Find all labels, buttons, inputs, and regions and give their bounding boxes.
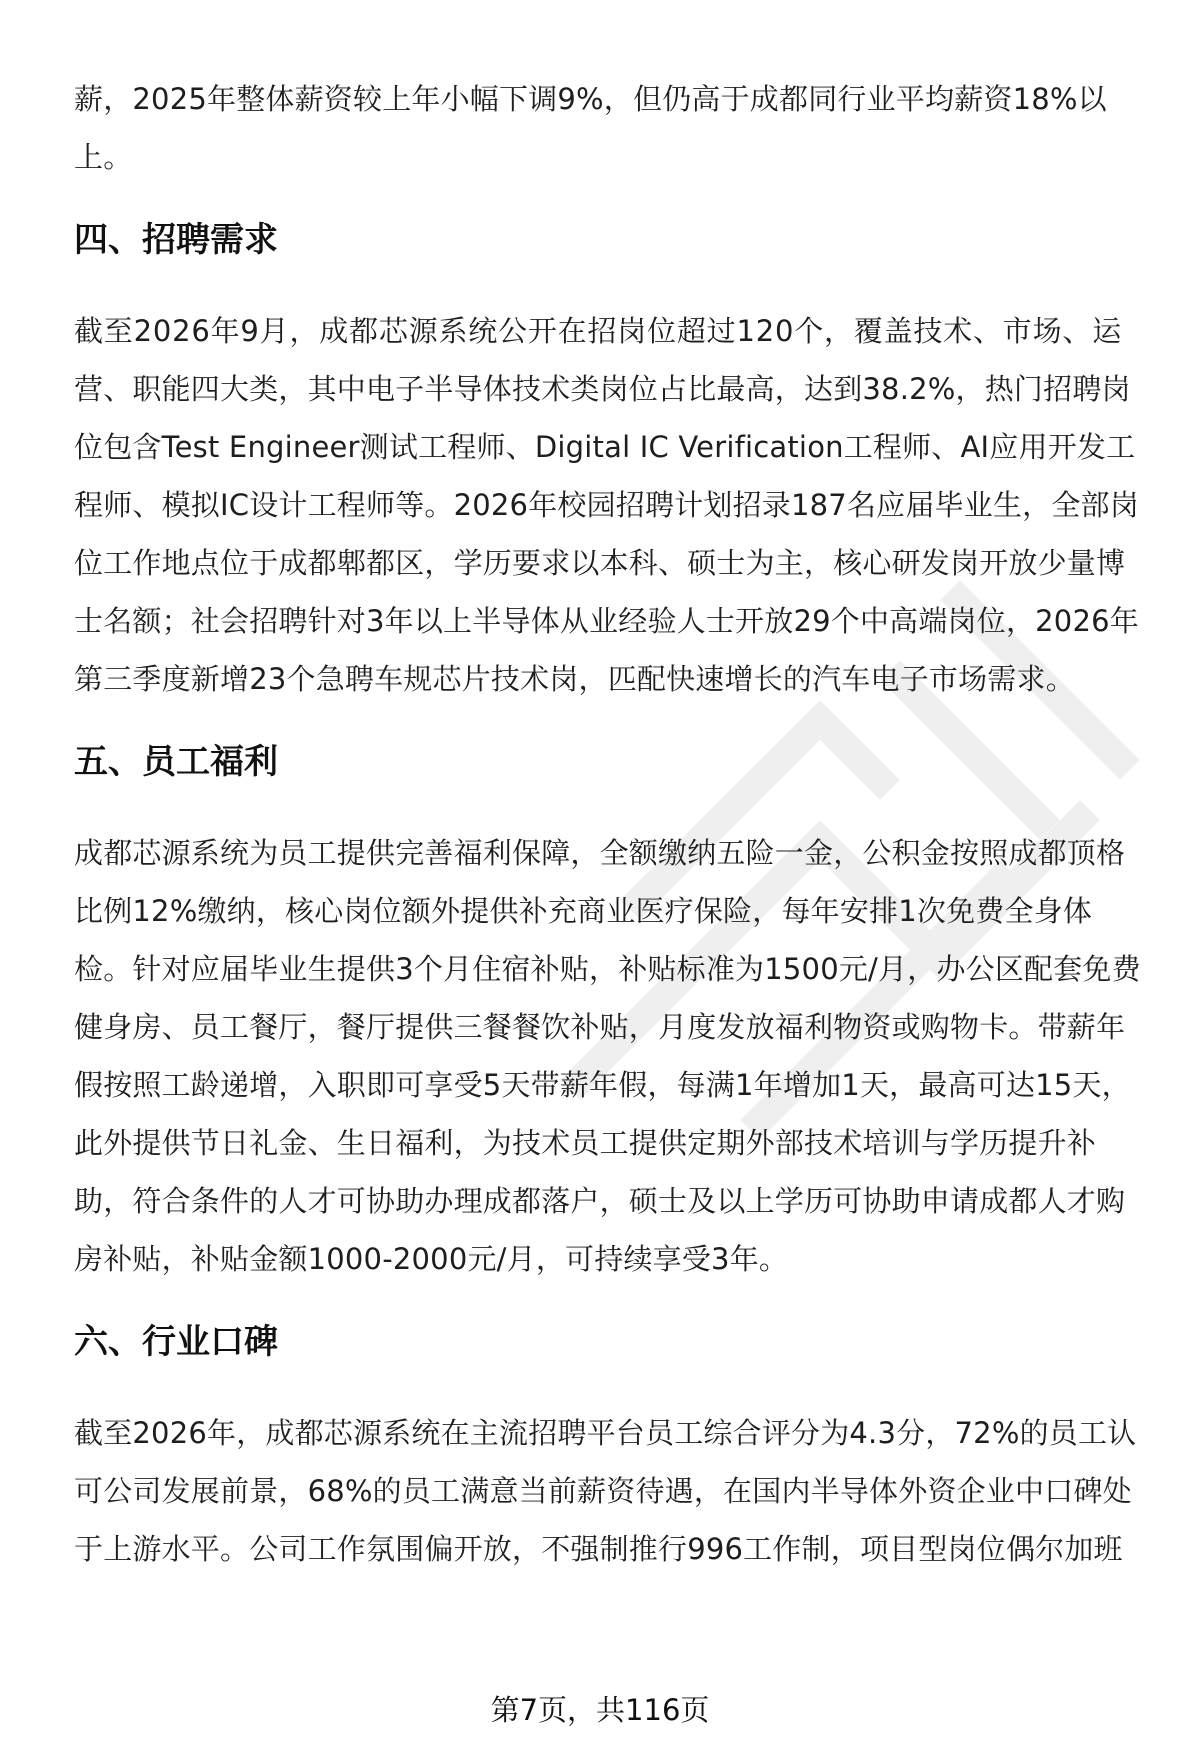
paragraph-line: 程师、模拟IC设计工程师等。2026年校园招聘计划招录187名应届毕业生，全部岗: [74, 488, 1139, 522]
intro-paragraph: [74, 70, 1154, 186]
paragraph-line: 位工作地点位于成都郫都区，学历要求以本科、硕士为主，核心研发岗开放少量博: [74, 546, 1126, 580]
paragraph-line: 第三季度新增23个急聘车规芯片技术岗，匹配快速增长的汽车电子市场需求。: [74, 662, 1075, 696]
paragraph-line: 营、职能四大类，其中电子半导体技术类岗位占比最高，达到38.2%，热门招聘岗: [74, 372, 1131, 406]
paragraph-line: 助，符合条件的人才可协助办理成都落户，硕士及以上学历可协助申请成都人才购: [74, 1184, 1126, 1218]
paragraph-line: 比例12%缴纳，核心岗位额外提供补充商业医疗保险，每年安排1次免费全身体: [74, 894, 1093, 928]
reputation-paragraph: [74, 1404, 1154, 1578]
paragraph-line: 成都芯源系统为员工提供完善福利保障，全额缴纳五险一金，公积金按照成都顶格: [74, 836, 1126, 870]
recruitment-paragraph: [74, 302, 1154, 708]
paragraph-line: 假按照工龄递增，入职即可享受5天带薪年假，每满1年增加1天，最高可达15天，: [74, 1068, 1131, 1102]
paragraph-line: 截至2026年，成都芯源系统在主流招聘平台员工综合评分为4.3分，72%的员工认: [74, 1416, 1137, 1450]
paragraph-line: 截至2026年9月，成都芯源系统公开在招岗位超过120个，覆盖技术、市场、运: [74, 314, 1123, 348]
section-heading-recruitment: 四、招聘需求: [74, 220, 278, 260]
paragraph-line: 健身房、员工餐厅，餐厅提供三餐餐饮补贴，月度发放福利物资或购物卡。带薪年: [74, 1010, 1126, 1044]
paragraph-line: 位包含Test Engineer测试工程师、Digital IC Verification工程师、AI应用开发工: [74, 430, 1136, 464]
paragraph-line: 此外提供节日礼金、生日福利，为技术员工提供定期外部技术培训与学历提升补: [74, 1126, 1097, 1160]
intro-line: 薪，2025年整体薪资较上年小幅下调9%，但仍高于成都同行业平均薪资18%以: [74, 82, 1107, 116]
benefits-paragraph: [74, 824, 1154, 1288]
paragraph-line: 检。针对应届毕业生提供3个月住宿补贴，补贴标准为1500元/月，办公区配套免费: [74, 952, 1141, 986]
intro-line: 上。: [74, 140, 133, 174]
paragraph-line: 士名额；社会招聘针对3年以上半导体从业经验人士开放29个中高端岗位，2026年: [74, 604, 1139, 638]
paragraph-line: 房补贴，补贴金额1000-2000元/月，可持续享受3年。: [74, 1242, 789, 1276]
paragraph-line: 可公司发展前景，68%的员工满意当前薪资待遇，在国内半导体外资企业中口碑处: [74, 1474, 1132, 1508]
page-number-footer: 第7页，共116页: [490, 1693, 710, 1727]
document-body: [74, 70, 1154, 1578]
section-heading-reputation: 六、行业口碑: [74, 1322, 278, 1362]
section-heading-benefits: 五、员工福利: [74, 742, 278, 782]
paragraph-line: 于上游水平。公司工作氛围偏开放，不强制推行996工作制，项目型岗位偶尔加班: [74, 1532, 1123, 1566]
